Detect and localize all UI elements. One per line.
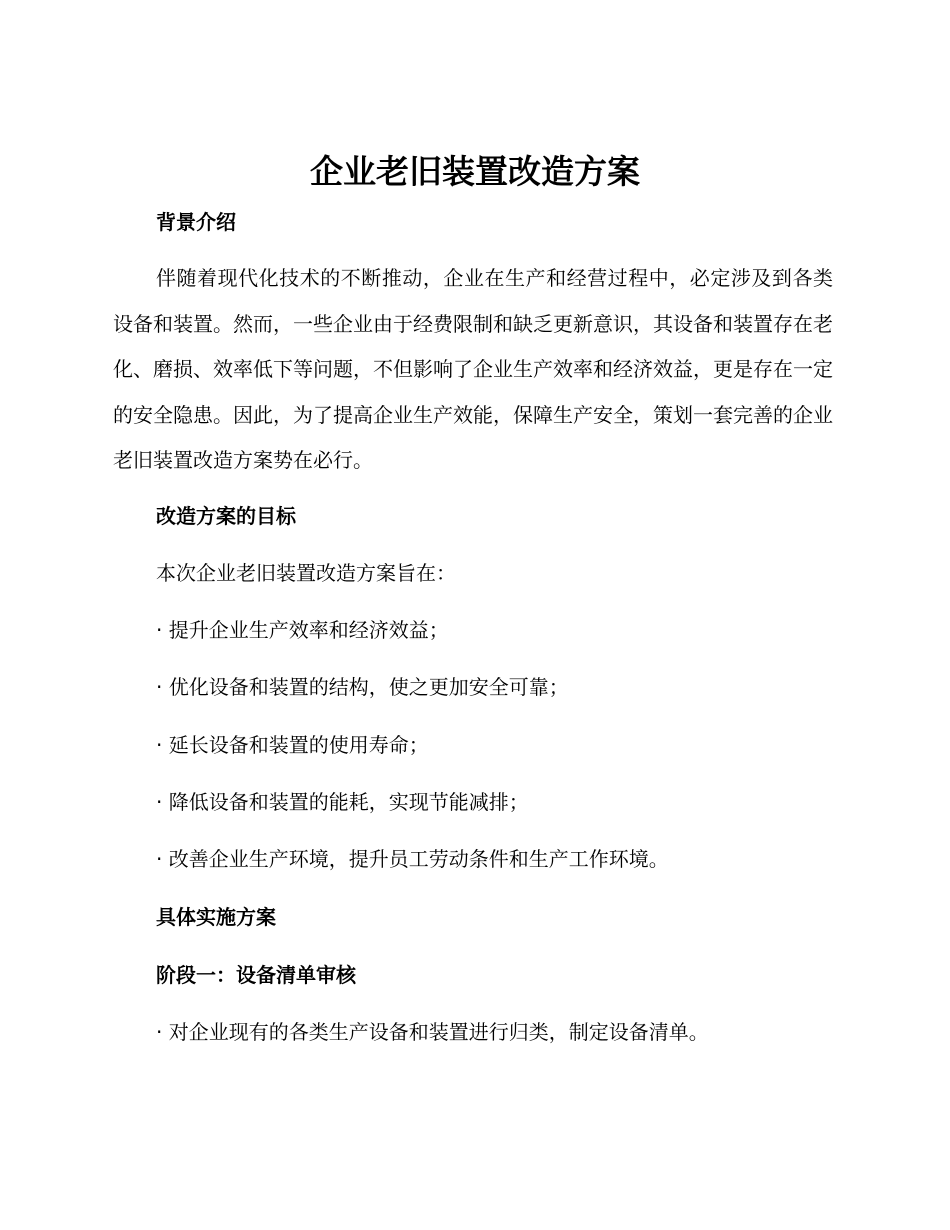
stage1-heading: 阶段一：设备清单审核 [156,963,356,987]
goals-intro: 本次企业老旧装置改造方案旨在： [156,561,456,585]
section-heading-implementation: 具体实施方案 [156,905,276,929]
goal-item: · 优化设备和装置的结构，使之更加安全可靠； [156,675,569,699]
goal-item: · 降低设备和装置的能耗，实现节能减排； [156,790,529,814]
goal-item: · 延长设备和装置的使用寿命； [156,733,429,757]
stage1-item: · 对企业现有的各类生产设备和装置进行归类，制定设备清单。 [156,1020,709,1044]
goal-item: · 改善企业生产环境，提升员工劳动条件和生产工作环境。 [156,847,669,871]
section-heading-background: 背景介绍 [156,210,236,234]
section-heading-goals: 改造方案的目标 [156,504,296,528]
background-paragraph: 伴随着现代化技术的不断推动，企业在生产和经营过程中，必定涉及到各类设备和装置。然而，一些企业由于经费限制和缺乏更新意识，其设备和装置存在老化、磨损、效率低下等问题，不但影响了企业生产效率和经济效益，更是存在一定的安全隐患。因此，为了提高企业生产效能，保障生产安全，策划一套完善的企业老旧装置改造方案势在必行。 [113,266,833,472]
document-title: 企业老旧装置改造方案 [310,152,640,191]
goal-item: · 提升企业生产效率和经济效益； [156,618,449,642]
